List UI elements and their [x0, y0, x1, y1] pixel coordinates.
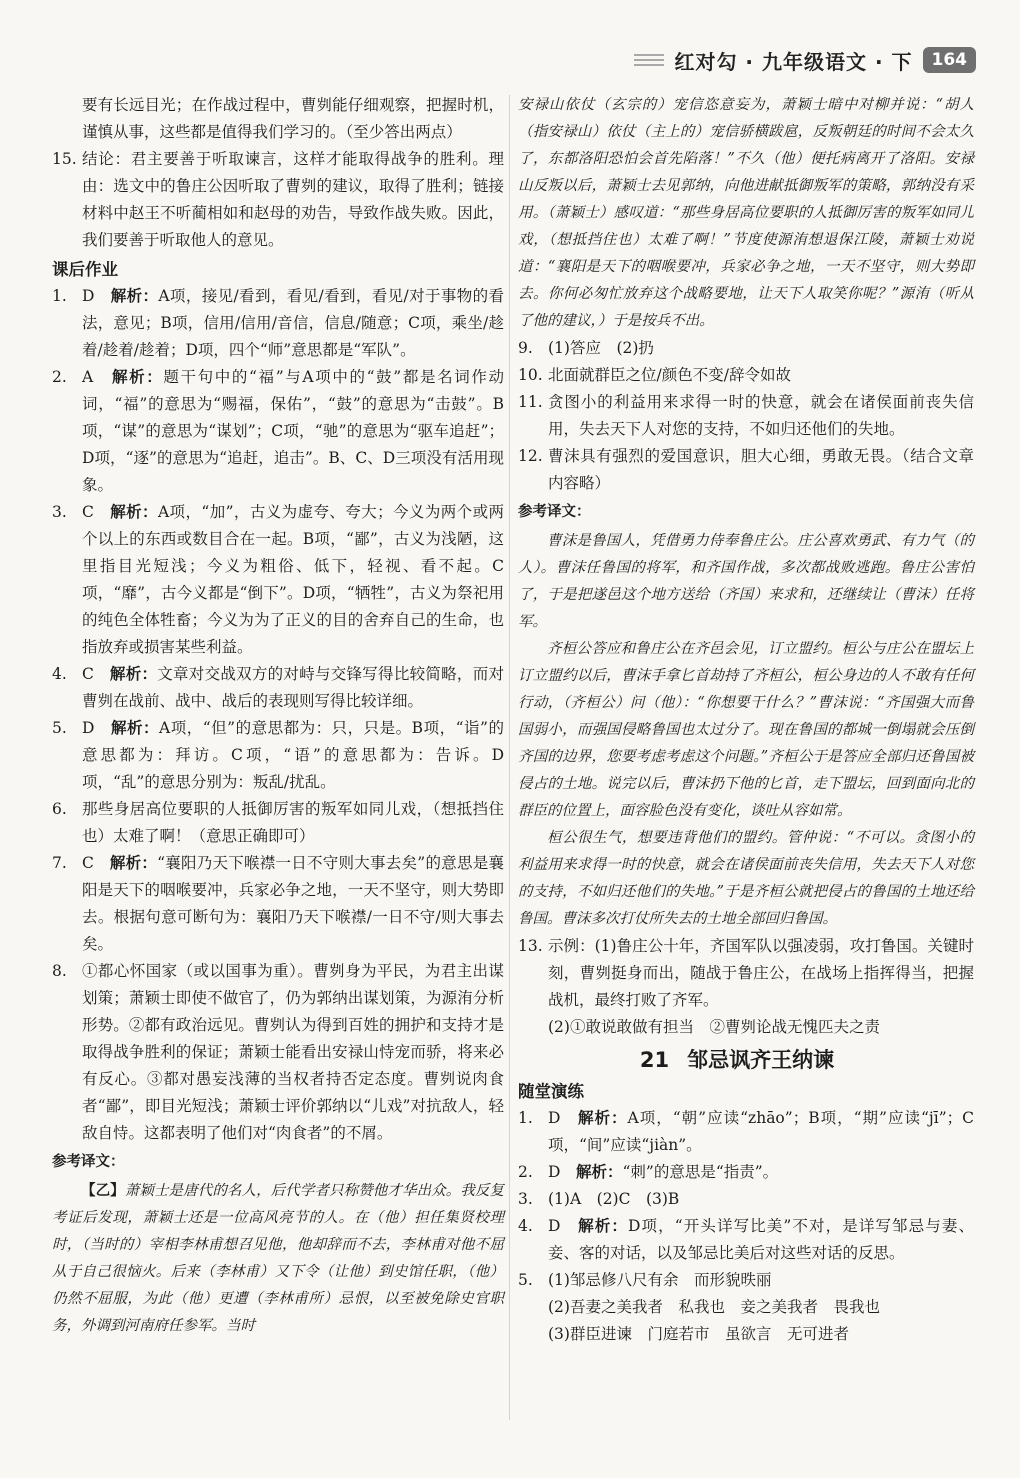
- lesson-title: 21 邹忌讽齐王纳谏: [639, 1048, 835, 1072]
- right-column: [518, 92, 974, 1348]
- answer-15: 15. 结论：君主要善于听取谏言，这样才能取得战争的胜利。理由：选文中的鲁庄公因听取了曹刿的建议，取得了胜利；链接材料中赵王不听蔺相如和赵母的劝告，导致作战失败。因此，我们要善于听取他人的意见。: [52, 150, 504, 249]
- left-column: [52, 92, 504, 1340]
- column-divider: [509, 95, 510, 1420]
- practice-answer-4: 4. D 解析：D项，“开头详写比美”不对，是详写邹忌与妻、妾、客的对话，以及邹忌比美后对这些对话的反思。: [518, 1217, 974, 1262]
- translation-para-3: 桓公很生气，想要违背他们的盟约。管仲说：“不可以。贪图小的利益用来求得一时的快意，就会在诸侯面前丧失信用，失去天下人对您的支持，不如归还他们的失地。”于是齐桓公就把侵占的鲁国的土地还给鲁国。曹沫多次打仗所失去的土地全部回归鲁国。: [518, 830, 974, 927]
- reference-translation-title: 参考译文：: [52, 1154, 125, 1170]
- answer-7: 7. C 解析：“襄阳乃天下喉襟一日不守则大事去矣”的意思是襄阳是天下的咽喉要冲，兵家必争之地，一天不坚守，则大势即去。根据句意可断句为：襄阳乃天下喉襟/一日不守/则大事去矣。: [52, 854, 504, 953]
- answer-14-continued: 要有长远目光；在作战过程中，曹刿能仔细观察，把握时机，谨慎从事，这些都是值得我们学习的。（至少答出两点）: [82, 96, 504, 141]
- translation-para-2: 齐桓公答应和鲁庄公在齐邑会见，订立盟约。桓公与庄公在盟坛上订立盟约以后，曹沫手拿匕首劫持了齐桓公，桓公身边的人不敢有任何行动，（齐桓公）问（他）：“你想要干什么？”曹沫说：“齐国强大而鲁国弱小，而强国侵略鲁国也太过分了。现在鲁国的都城一倒塌就会压倒齐国的边界，您要考虑考虑这个问题。”齐桓公于是答应全部归还鲁国被侵占的土地。说完以后，曹沫扔下他的匕首，走下盟坛，回到面向北的群臣的位置上，面容脸色没有变化，谈吐从容如常。: [518, 641, 974, 819]
- practice-answer-2: 2. D 解析：“刺”的意思是“指责”。: [518, 1163, 779, 1181]
- answer-5: 5. D 解析：A项，“但”的意思都为：只，只是。B项，“诣”的意思都为：拜访。C项，“语”的意思都为：告诉。D项，“乱”的意思分别为：叛乱/扰乱。: [52, 719, 504, 791]
- answer-13: 13. 示例：(1)鲁庄公十年，齐国军队以强凌弱，攻打鲁国。关键时刻，曹刿挺身而出，随战于鲁庄公，在战场上指挥得当，把握战机，最终打败了齐军。: [518, 937, 974, 1009]
- header-lines-icon: [634, 51, 664, 69]
- answer-4: 4. C 解析：文章对交战双方的对峙与交锋写得比较简略，而对曹刿在战前、战中、战后的表现则写得比较详细。: [52, 665, 504, 710]
- answer-11: 11. 贪图小的利益用来求得一时的快意，就会在诸侯面前丧失信用，失去天下人对您的支持，不如归还他们的失地。: [518, 393, 974, 438]
- answer-12: 12. 曹沫具有强烈的爱国意识，胆大心细，勇敢无畏。（结合文章内容略）: [518, 447, 974, 492]
- practice-answer-1: 1. D 解析：A项，“朝”应读“zhāo”；B项，“期”应读“jī”；C项，“间”应读“jiàn”。: [518, 1109, 974, 1154]
- page-number: 164: [923, 47, 977, 73]
- book-title: 红对勾 · 九年级语文 · 下: [674, 49, 913, 74]
- practice-answer-3: 3. (1)A (2)C (3)B: [518, 1190, 680, 1208]
- translation-yi: 【乙】萧颖士是唐代的名人，后代学者只称赞他才华出众。我反复考证后发现，萧颖士还是一位高风亮节的人。在（他）担任集贤校理时，（当时的）宰相李林甫想召见他，他却辞而不去，李林甫对他不屈从于自己很恼火。后来（李林甫）又下令（让他）到史馆任职，（他）仍然不屈服，为此（他）更遭（李林甫所）忌恨，以至被免除史官职务，外调到河南府任参军。当时: [52, 1183, 505, 1334]
- practice-answer-5-line-2: (2)吾妻之美我者 私我也 妾之美我者 畏我也: [548, 1298, 880, 1316]
- translation-yi-continued: 安禄山依仗（玄宗的）宠信恣意妄为，萧颖士暗中对柳并说：“胡人（指安禄山）依仗（主上的）宠信骄横跋扈，反叛朝廷的时间不会太久了，东都洛阳恐怕会首先陷落！”不久（他）便托病离开了洛阳。安禄山反叛以后，萧颖士去见郭纳，向他进献抵御叛军的策略，郭纳没有采用。（萧颖士）感叹道：“那些身居高位要职的人抵御厉害的叛军如同儿戏，（想抵挡住也）太难了啊！”节度使源洧想退保江陵，萧颖士劝说道：“襄阳是天下的咽喉要冲，兵家必争之地，一天不坚守，则大势即去。你何必匆忙放弃这个战略要地，让天下人取笑你呢？”源洧（听从了他的建议，）于是按兵不出。: [518, 97, 974, 329]
- answer-6: 6. 那些身居高位要职的人抵御厉害的叛军如同儿戏，（想抵挡住也）太难了啊！（意思正确即可）: [52, 800, 504, 845]
- section-in-class-practice: 随堂演练: [518, 1082, 584, 1101]
- practice-answer-5-line-3: (3)群臣进谏 门庭若市 虽欲言 无可进者: [548, 1325, 849, 1343]
- answer-10: 10. 北面就群臣之位/颜色不变/辞令如故: [518, 366, 791, 384]
- translation-para-1: 曹沫是鲁国人，凭借勇力侍奉鲁庄公。庄公喜欢勇武、有力气（的人）。曹沫任鲁国的将军，和齐国作战，多次都战败逃跑。鲁庄公害怕了，于是把遂邑这个地方送给（齐国）来求和，还继续让（曹沫）任将军。: [518, 533, 974, 630]
- answer-2: 2. A 解析：题干句中的“福”与A项中的“鼓”都是名词作动词，“福”的意思为“赐福，保佑”，“鼓”的意思为“击鼓”。B项，“谋”的意思为“谋划”；C项，“驰”的意思为“驱车追赶”；D项，“逐”的意思为“追赶，追击”。B、C、D三项没有活用现象。: [52, 368, 504, 494]
- reference-translation-title-2: 参考译文：: [518, 504, 591, 520]
- answer-1: 1. D 解析：A项，接见/看到，看见/看到，看见/对于事物的看法，意见；B项，信用/信用/音信，信息/随意；C项，乘坐/趁着/趁着/趁着；D项，四个“师”意思都是“军队”。: [52, 287, 504, 359]
- answer-3: 3. C 解析：A项，“加”，古义为虚夸、夸大；今义为两个或两个以上的东西或数目合在一起。B项，“鄙”，古义为浅陋，这里指目光短浅；今义为粗俗、低下，轻视、看不起。C项，“靡”，古今义都是“倒下”。D项，“牺牲”，古义为祭祀用的纯色全体牲畜；今义为为了正义的目的舍弃自己的生命，也指放弃或损害某些利益。: [52, 503, 504, 656]
- section-homework: 课后作业: [52, 260, 118, 279]
- answer-13-part-2: (2)①敢说敢做有担当 ②曹刿论战无愧匹夫之责: [548, 1018, 880, 1036]
- page-header: [634, 40, 976, 80]
- answer-8: 8. ①都心怀国家（或以国事为重）。曹刿身为平民，为君主出谋划策；萧颖士即使不做官了，仍为郭纳出谋划策，为源洧分析形势。②都有政治远见。曹刿认为得到百姓的拥护和支持才是取得战争胜利的保证；萧颖士能看出安禄山恃宠而骄，将来必有反心。③都对愚妄浅薄的当权者持否定态度。曹刿说肉食者“鄙”，即目光短浅；萧颖士评价郭纳以“儿戏”对抗敌人，轻敌自恃。这都表明了他们对“肉食者”的不屑。: [52, 962, 504, 1142]
- answer-9: 9. (1)答应 (2)扔: [518, 339, 654, 357]
- practice-answer-5: 5. (1)邹忌修八尺有余 而形貌昳丽: [518, 1271, 772, 1289]
